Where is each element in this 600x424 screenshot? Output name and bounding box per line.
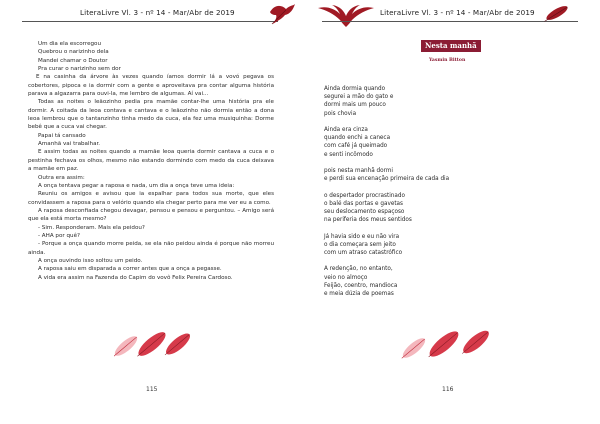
quill-icon [542,3,572,25]
poem-line: o balé das portas e gavetas [324,200,403,207]
paragraph: - Sim. Responderam. Mais ela peidou? [38,224,145,231]
poem-line: veio no almoço [324,274,368,281]
poem-line: Ainda dormia quando [324,86,386,92]
poem-author: Yasmin Bitton [429,58,466,63]
paragraph: Mandei chamar o Doutor [38,57,108,64]
right-header [300,0,600,30]
poem-line: Ainda era cinza [324,127,368,133]
paragraph: E assim todas as noites quando a mamãe leoa queria dormir cantava a cuca e o pestinha fechava os olhos, mesmo não estando dormindo com medo da cuca deixava a mamãe em paz. [28,149,274,173]
poem-line: pois nesta manhã dormi [324,168,394,174]
right-header-title: LiteraLivre Vl. 3 - nº 14 - Mar/Abr de 2019 [380,8,535,17]
feathers-ornament-icon [400,322,496,368]
poem-line: quando enchi a caneca [324,135,391,142]
paragraph: Papai tá cansado [38,132,86,139]
prose-block [28,40,274,282]
poem-body [324,85,574,306]
poem-line: segurei a mão do gato e [324,94,394,101]
paragraph: Todas as noites o leãozinho pedia pra mamãe contar-lhe uma história pra ele dormir. A coitada da leoa contava e cantava e o leãozinho não dormia então a dona leoa lembrou que o tantanzinho tinha medo da cuca, ela fez uma musiquinha: Dorme bebê que a cuca vai chegar. [28,99,274,131]
page-number: 116 [442,386,454,393]
left-header-rule [22,21,278,22]
poem-line: e senti incômodo [324,151,373,158]
poem-line: com café já queimado [324,143,388,150]
stanza [324,233,574,258]
paragraph: Pra curar o narizinho sem dor [38,66,121,73]
paragraph: Quebrou o narizinho dela [38,49,109,56]
stanza [324,85,574,118]
stanza [324,167,574,183]
right-header-rule [322,21,578,22]
poem-line: dormi mais um pouco [324,102,386,109]
poem-title: Nesta manhã [421,40,481,52]
poem-line: o despertador procrastinado [324,192,405,199]
paragraph: Um dia ela escorregou [38,41,102,47]
poem-line: e meia dúzia de poemas [324,291,394,297]
poem-line: A redenção, no entanto, [324,266,393,273]
paragraph: - AHA por quê? [38,232,80,239]
bird-feather-icon [268,2,296,26]
paragraph: A raposa desconfiada chegou devagar, pensou e pensou e perguntou. – Amigo será que ela está morta mesmo? [28,207,274,223]
stanza [324,192,574,225]
poem-line: com um atraso catastrófico [324,250,403,256]
poem-line: e perdi sua encenação primeira de cada dia [324,176,450,183]
right-page [300,0,600,424]
paragraph: A onça ouvindo isso soltou um peido. [38,257,143,264]
paragraph: A onça tentava pegar a raposa e nada, um dia a onça teve uma ideia: [38,182,235,189]
paragraph: Amanhã vai trabalhar. [38,141,101,148]
poem-line: pois chovia [324,110,357,117]
poem-line: Feijão, coentro, mandioca [324,282,398,289]
poem-line: o dia começara sem jeito [324,241,396,248]
poem-line: seu deslocamento espaçoso [324,209,405,215]
left-header [0,0,300,30]
feathers-ornament-icon [114,322,194,368]
paragraph: A raposa saiu em disparada a correr antes que a onça a pegasse. [38,266,222,273]
paragraph: - Porque a onça quando morre peida, se ela não peidou ainda é porque não morreu ainda. [28,241,274,256]
winged-bird-icon [316,2,376,28]
left-header-title: LiteraLivre Vl. 3 - nº 14 - Mar/Abr de 2019 [80,8,235,17]
stanza [324,126,574,159]
paragraph: E na casinha da árvore às vezes quando íamos dormir lá a vovó pegava os cobertores, pipoca e ia dormir com a gente e aproveitava pra contar alguma história parava a algazarra para ouvi-la, me lembro de algumas. Aí vai... [28,74,274,98]
paragraph: Reuniu os amigos e avisou que ia espalhar para todos sua morte, que eles convidassem a raposa para o velório quando ela chegar perto para me ver eu a como. [28,191,274,206]
poem-line: na periferia dos meus sentidos [324,217,412,224]
paragraph: A vida era assim na Fazenda do Capim do vovô Felix Pereira Cardoso. [38,274,233,281]
stanza [324,265,574,298]
paragraph: Outra era assim: [38,174,85,181]
poem-line: Já havia sido e eu não vira [324,233,400,240]
page-number: 115 [146,386,158,393]
